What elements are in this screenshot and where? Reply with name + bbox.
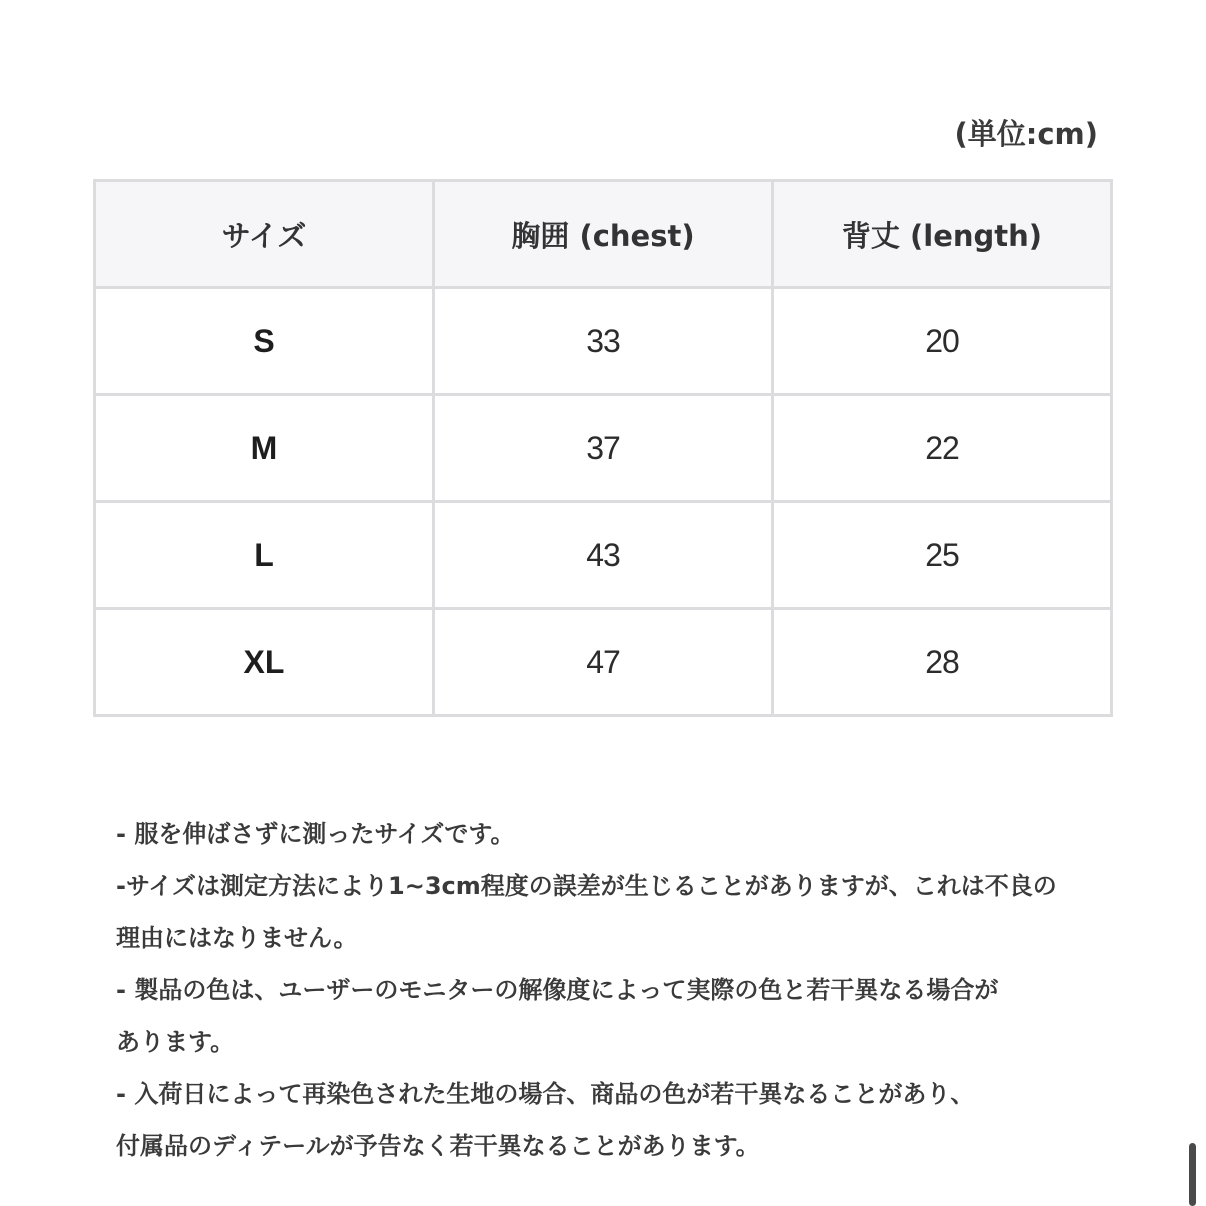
note-line: - 服を伸ばさずに測ったサイズです。 [116, 820, 515, 848]
length-cell: 22 [773, 395, 1112, 502]
table-row [95, 288, 1112, 395]
size-table [93, 179, 1113, 717]
chest-cell: 47 [434, 609, 773, 716]
chest-cell: 43 [434, 502, 773, 609]
header-length: 背丈 (length) [773, 181, 1112, 288]
note-line: あります。 [116, 1028, 235, 1056]
length-cell: 28 [773, 609, 1112, 716]
table-header-row [95, 181, 1112, 288]
chest-cell: 37 [434, 395, 773, 502]
note-line: - 製品の色は、ユーザーのモニターの解像度によって実際の色と若干異なる場合が [116, 976, 999, 1004]
size-cell: L [95, 502, 434, 609]
size-cell: M [95, 395, 434, 502]
length-cell: 25 [773, 502, 1112, 609]
header-size: サイズ [95, 181, 434, 288]
length-cell: 20 [773, 288, 1112, 395]
table-row [95, 609, 1112, 716]
table-row [95, 502, 1112, 609]
unit-label: (単位:cm) [954, 117, 1098, 151]
table-row [95, 395, 1112, 502]
header-chest: 胸囲 (chest) [434, 181, 773, 288]
note-line: - 入荷日によって再染色された生地の場合、商品の色が若干異なることがあり、 [116, 1080, 975, 1108]
notes-section [116, 808, 1116, 1172]
chest-cell: 33 [434, 288, 773, 395]
size-cell: XL [95, 609, 434, 716]
scrollbar-thumb[interactable] [1189, 1143, 1196, 1206]
note-line: 理由にはなりません。 [116, 924, 358, 952]
size-cell: S [95, 288, 434, 395]
note-line: 付属品のディテールが予告なく若干異なることがあります。 [116, 1132, 760, 1160]
note-line: -サイズは測定方法により1~3cm程度の誤差が生じることがありますが、これは不良の [116, 872, 1057, 900]
